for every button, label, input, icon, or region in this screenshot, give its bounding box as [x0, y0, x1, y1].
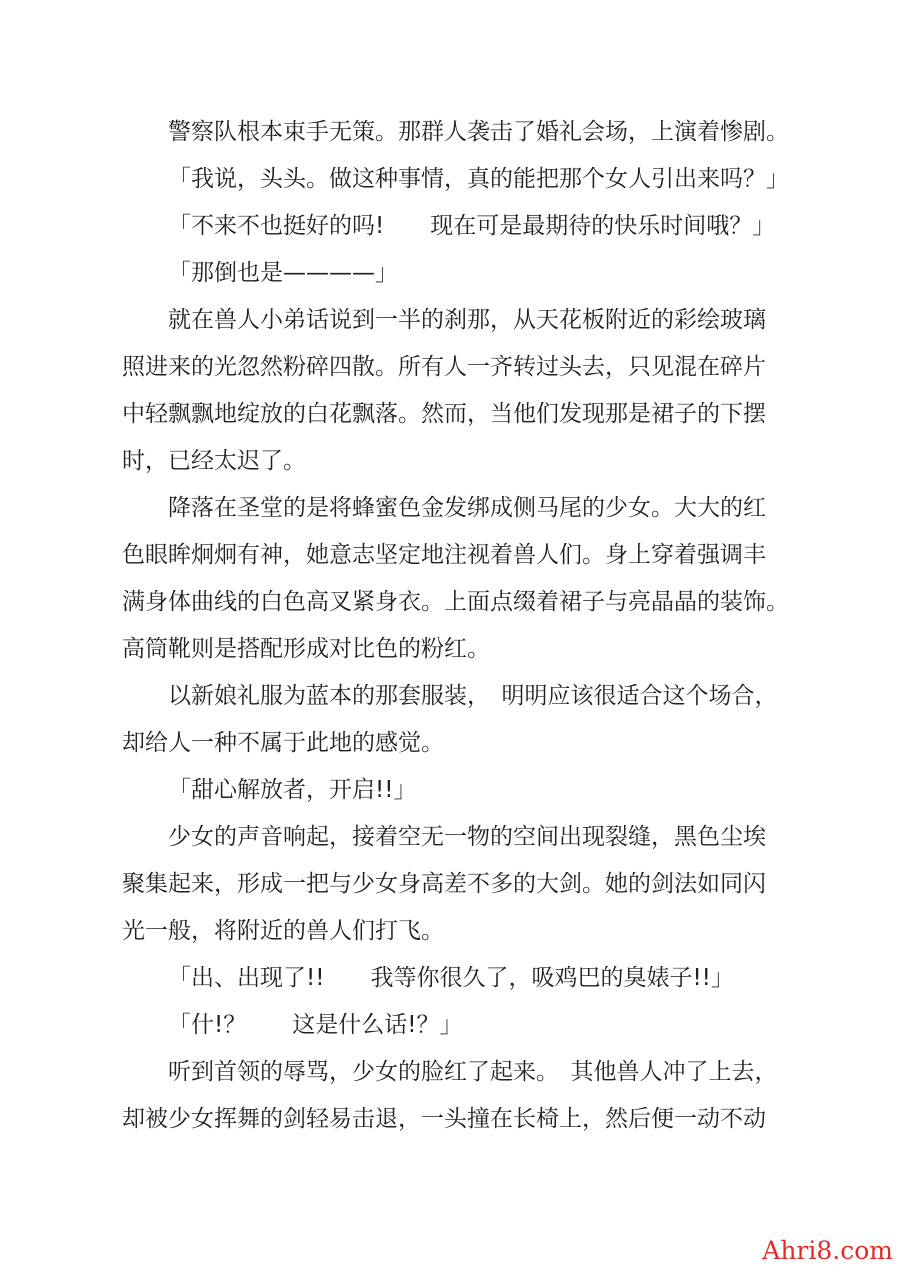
text-line: 照进来的光忽然粉碎四散。所有人一齐转过头去，只见混在碎片 — [122, 354, 766, 380]
text-line: 「我说，头头。做这种事情，真的能把那个女人引出来吗？」 — [168, 166, 789, 192]
text-line: 光一般，将附近的兽人们打飞。 — [122, 918, 444, 944]
text-line: 以新娘礼服为蓝本的那套服装， 明明应该很适合这个场合， — [168, 683, 778, 709]
text-line: 满身体曲线的白色高叉紧身衣。上面点缀着裙子与亮晶晶的装饰。 — [122, 589, 789, 615]
text-line: 「出、出现了!! 我等你很久了，吸鸡巴的臭婊子!!」 — [168, 965, 734, 991]
text-line: 中轻飘飘地绽放的白花飘落。然而，当他们发现那是裙子的下摆 — [122, 401, 766, 427]
text-line: 就在兽人小弟话说到一半的刹那，从天花板附近的彩绘玻璃 — [168, 307, 766, 333]
text-line: 却被少女挥舞的剑轻易击退，一头撞在长椅上，然后便一动不动 — [122, 1106, 766, 1132]
text-line: 高筒靴则是搭配形成对比色的粉红。 — [122, 636, 490, 662]
text-line: 时，已经太迟了。 — [122, 448, 306, 474]
text-line: 听到首领的辱骂，少女的脸红了起来。 其他兽人冲了上去， — [168, 1059, 778, 1085]
text-line: 警察队根本束手无策。那群人袭击了婚礼会场，上演着惨剧。 — [168, 119, 789, 145]
text-line: 「什!？ 这是什么话!？」 — [168, 1012, 463, 1038]
text-line: 却给人一种不属于此地的感觉。 — [122, 730, 444, 756]
text-line: 「甜心解放者，开启!!」 — [168, 777, 417, 803]
body-text — [122, 109, 789, 1143]
text-line: 少女的声音响起，接着空无一物的空间出现裂缝，黑色尘埃 — [168, 824, 766, 850]
site-watermark: Ahri8.com — [762, 1236, 893, 1265]
text-line: 色眼眸炯炯有神，她意志坚定地注视着兽人们。身上穿着强调丰 — [122, 542, 766, 568]
text-line: 降落在圣堂的是将蜂蜜色金发绑成侧马尾的少女。大大的红 — [168, 495, 766, 521]
text-line: 聚集起来，形成一把与少女身高差不多的大剑。她的剑法如同闪 — [122, 871, 766, 897]
text-line: 「那倒也是————」 — [168, 260, 398, 286]
text-line: 「不来不也挺好的吗! 现在可是最期待的快乐时间哦？」 — [168, 213, 776, 239]
